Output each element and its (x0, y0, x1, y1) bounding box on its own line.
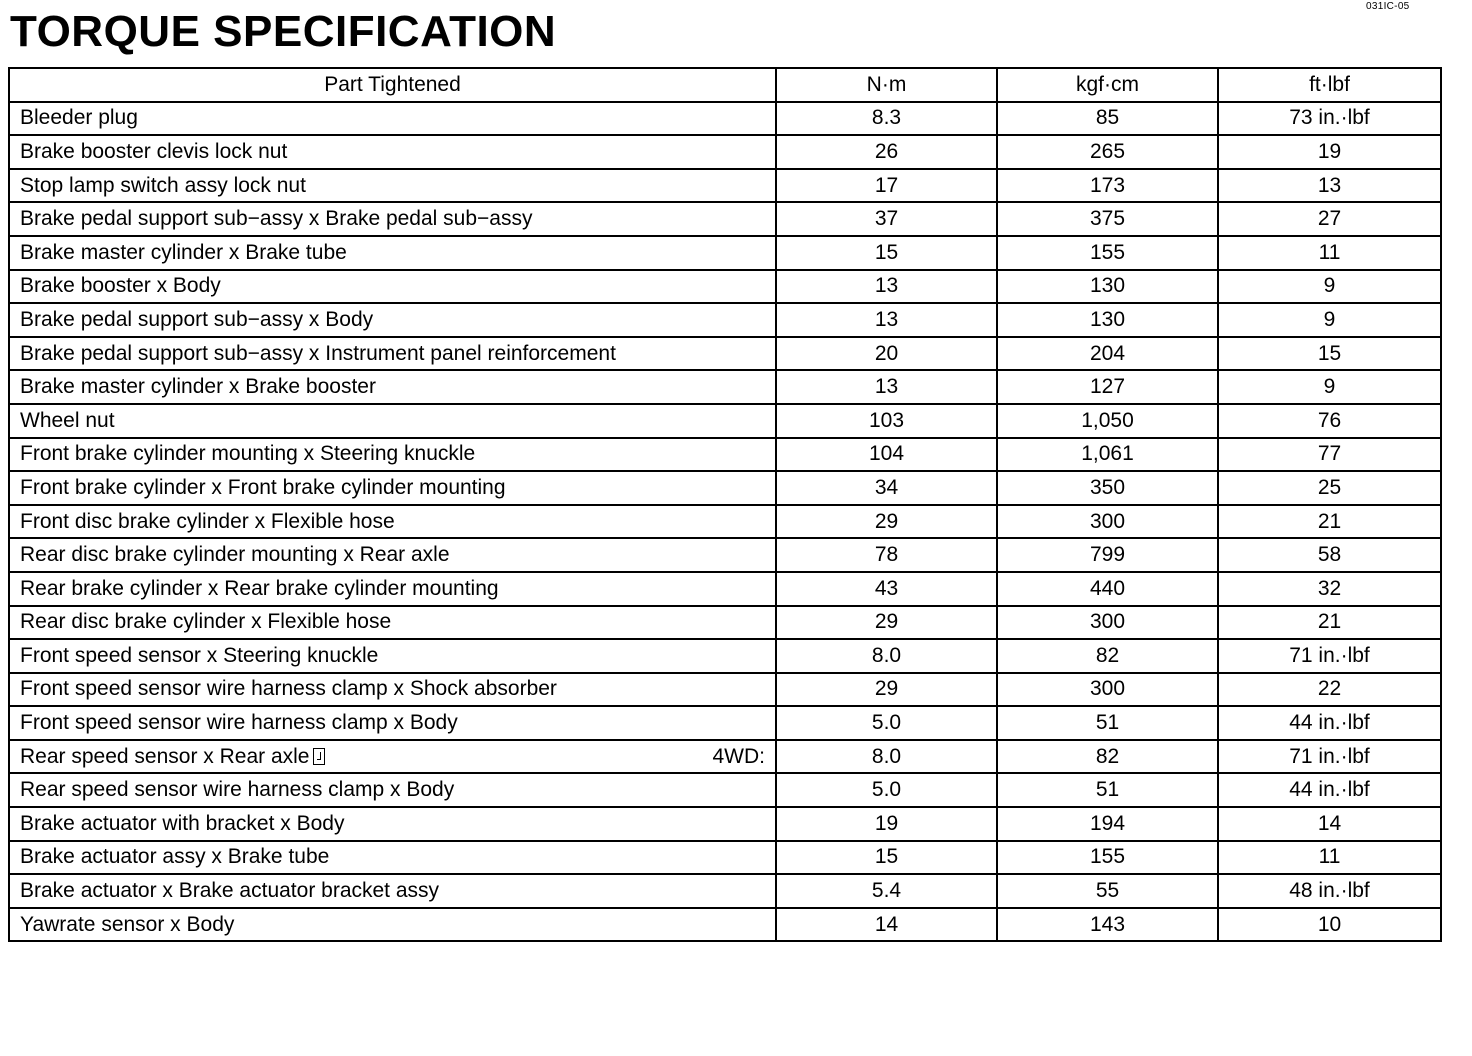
part-cell: Front brake cylinder mounting x Steering knuckle (9, 438, 776, 472)
nm-value-cell: 5.4 (776, 874, 997, 908)
table-row (9, 841, 1441, 875)
nm-value-cell: 15 (776, 236, 997, 270)
kgfcm-value-cell: 350 (997, 471, 1218, 505)
table-row (9, 135, 1441, 169)
nm-value-cell: 8.0 (776, 639, 997, 673)
nm-value-cell: 14 (776, 908, 997, 942)
ftlbf-value-cell: 11 (1218, 841, 1441, 875)
kgfcm-value-cell: 1,050 (997, 404, 1218, 438)
table-row (9, 908, 1441, 942)
table-row (9, 370, 1441, 404)
nm-value-cell: 78 (776, 538, 997, 572)
ftlbf-value-cell: 73 in.·lbf (1218, 102, 1441, 136)
table-row (9, 740, 1441, 774)
ftlbf-value-cell: 21 (1218, 606, 1441, 640)
kgfcm-value-cell: 155 (997, 841, 1218, 875)
column-header-part-tightened: Part Tightened (9, 68, 776, 102)
page-title: TORQUE SPECIFICATION (10, 7, 557, 56)
kgfcm-value-cell: 204 (997, 337, 1218, 371)
nm-value-cell: 13 (776, 303, 997, 337)
ftlbf-value-cell: 71 in.·lbf (1218, 639, 1441, 673)
part-cell: Wheel nut (9, 404, 776, 438)
ftlbf-value-cell: 9 (1218, 303, 1441, 337)
nm-value-cell: 5.0 (776, 706, 997, 740)
part-cell: Brake pedal support sub−assy x Instrument panel reinforcement (9, 337, 776, 371)
kgfcm-value-cell: 130 (997, 303, 1218, 337)
ftlbf-value-cell: 19 (1218, 135, 1441, 169)
part-cell: Rear brake cylinder x Rear brake cylinder mounting (9, 572, 776, 606)
nm-value-cell: 26 (776, 135, 997, 169)
ftlbf-value-cell: 14 (1218, 807, 1441, 841)
nm-value-cell: 37 (776, 202, 997, 236)
nm-value-cell: 17 (776, 169, 997, 203)
ftlbf-value-cell: 27 (1218, 202, 1441, 236)
ftlbf-value-cell: 21 (1218, 505, 1441, 539)
table-row (9, 773, 1441, 807)
torque-specification-table (8, 67, 1442, 942)
table-body (9, 102, 1441, 942)
part-cell: Front speed sensor wire harness clamp x Shock absorber (9, 673, 776, 707)
part-cell: Brake actuator x Brake actuator bracket assy (9, 874, 776, 908)
ftlbf-value-cell: 11 (1218, 236, 1441, 270)
ftlbf-value-cell: 32 (1218, 572, 1441, 606)
part-cell: Front brake cylinder x Front brake cylinder mounting (9, 471, 776, 505)
nm-value-cell: 29 (776, 673, 997, 707)
kgfcm-value-cell: 799 (997, 538, 1218, 572)
nm-value-cell: 29 (776, 505, 997, 539)
kgfcm-value-cell: 143 (997, 908, 1218, 942)
nm-value-cell: 19 (776, 807, 997, 841)
kgfcm-value-cell: 51 (997, 706, 1218, 740)
table-row (9, 202, 1441, 236)
table-row (9, 639, 1441, 673)
part-cell: Front speed sensor wire harness clamp x Body (9, 706, 776, 740)
kgfcm-value-cell: 85 (997, 102, 1218, 136)
kgfcm-value-cell: 194 (997, 807, 1218, 841)
part-condition: 4WD: (712, 744, 765, 768)
part-name: Rear speed sensor x Rear axle (20, 744, 310, 768)
nm-value-cell: 8.3 (776, 102, 997, 136)
part-cell: Brake actuator assy x Brake tube (9, 841, 776, 875)
ftlbf-value-cell: 58 (1218, 538, 1441, 572)
ftlbf-value-cell: 15 (1218, 337, 1441, 371)
table-row (9, 102, 1441, 136)
table-row (9, 874, 1441, 908)
nm-value-cell: 15 (776, 841, 997, 875)
ftlbf-value-cell: 76 (1218, 404, 1441, 438)
kgfcm-value-cell: 173 (997, 169, 1218, 203)
part-cell: Rear disc brake cylinder x Flexible hose (9, 606, 776, 640)
part-cell: Stop lamp switch assy lock nut (9, 169, 776, 203)
part-cell: Rear disc brake cylinder mounting x Rear axle (9, 538, 776, 572)
table-row (9, 538, 1441, 572)
kgfcm-value-cell: 300 (997, 606, 1218, 640)
table-row (9, 505, 1441, 539)
part-cell: Bleeder plug (9, 102, 776, 136)
part-cell: Front disc brake cylinder x Flexible hose (9, 505, 776, 539)
ftlbf-value-cell: 10 (1218, 908, 1441, 942)
kgfcm-value-cell: 51 (997, 773, 1218, 807)
part-cell: Yawrate sensor x Body (9, 908, 776, 942)
ftlbf-value-cell: 48 in.·lbf (1218, 874, 1441, 908)
ftlbf-value-cell: 13 (1218, 169, 1441, 203)
kgfcm-value-cell: 375 (997, 202, 1218, 236)
nm-value-cell: 43 (776, 572, 997, 606)
nm-value-cell: 34 (776, 471, 997, 505)
nm-value-cell: 13 (776, 270, 997, 304)
kgfcm-value-cell: 82 (997, 639, 1218, 673)
nm-value-cell: 103 (776, 404, 997, 438)
table-row (9, 471, 1441, 505)
nm-value-cell: 104 (776, 438, 997, 472)
column-header-kgfcm: kgf·cm (997, 68, 1218, 102)
table-row (9, 404, 1441, 438)
part-cell (9, 740, 776, 774)
table-row (9, 169, 1441, 203)
kgfcm-value-cell: 130 (997, 270, 1218, 304)
kgfcm-value-cell: 1,061 (997, 438, 1218, 472)
ftlbf-value-cell: 9 (1218, 370, 1441, 404)
kgfcm-value-cell: 82 (997, 740, 1218, 774)
part-cell: Front speed sensor x Steering knuckle (9, 639, 776, 673)
part-cell: Brake pedal support sub−assy x Brake pedal sub−assy (9, 202, 776, 236)
table-row (9, 236, 1441, 270)
table-row (9, 606, 1441, 640)
part-cell: Brake master cylinder x Brake booster (9, 370, 776, 404)
nm-value-cell: 29 (776, 606, 997, 640)
part-cell: Brake booster clevis lock nut (9, 135, 776, 169)
kgfcm-value-cell: 127 (997, 370, 1218, 404)
kgfcm-value-cell: 265 (997, 135, 1218, 169)
nm-value-cell: 13 (776, 370, 997, 404)
column-header-ftlbf: ft·lbf (1218, 68, 1441, 102)
kgfcm-value-cell: 155 (997, 236, 1218, 270)
table-row (9, 337, 1441, 371)
table-row (9, 270, 1441, 304)
part-cell: Brake actuator with bracket x Body (9, 807, 776, 841)
table-row (9, 706, 1441, 740)
part-cell: Brake pedal support sub−assy x Body (9, 303, 776, 337)
part-cell: Rear speed sensor wire harness clamp x Body (9, 773, 776, 807)
kgfcm-value-cell: 300 (997, 673, 1218, 707)
table-row (9, 303, 1441, 337)
ftlbf-value-cell: 25 (1218, 471, 1441, 505)
nm-value-cell: 20 (776, 337, 997, 371)
part-cell: Brake booster x Body (9, 270, 776, 304)
kgfcm-value-cell: 55 (997, 874, 1218, 908)
nm-value-cell: 8.0 (776, 740, 997, 774)
ftlbf-value-cell: 22 (1218, 673, 1441, 707)
ftlbf-value-cell: 77 (1218, 438, 1441, 472)
column-header-nm: N·m (776, 68, 997, 102)
note-reference-icon (313, 748, 325, 765)
table-header-row (9, 68, 1441, 102)
kgfcm-value-cell: 300 (997, 505, 1218, 539)
nm-value-cell: 5.0 (776, 773, 997, 807)
table-row (9, 438, 1441, 472)
table-row (9, 572, 1441, 606)
table-row (9, 673, 1441, 707)
document-code: 031IC-05 (1366, 1, 1410, 12)
kgfcm-value-cell: 440 (997, 572, 1218, 606)
ftlbf-value-cell: 44 in.·lbf (1218, 773, 1441, 807)
part-cell: Brake master cylinder x Brake tube (9, 236, 776, 270)
ftlbf-value-cell: 71 in.·lbf (1218, 740, 1441, 774)
ftlbf-value-cell: 9 (1218, 270, 1441, 304)
ftlbf-value-cell: 44 in.·lbf (1218, 706, 1441, 740)
table-row (9, 807, 1441, 841)
